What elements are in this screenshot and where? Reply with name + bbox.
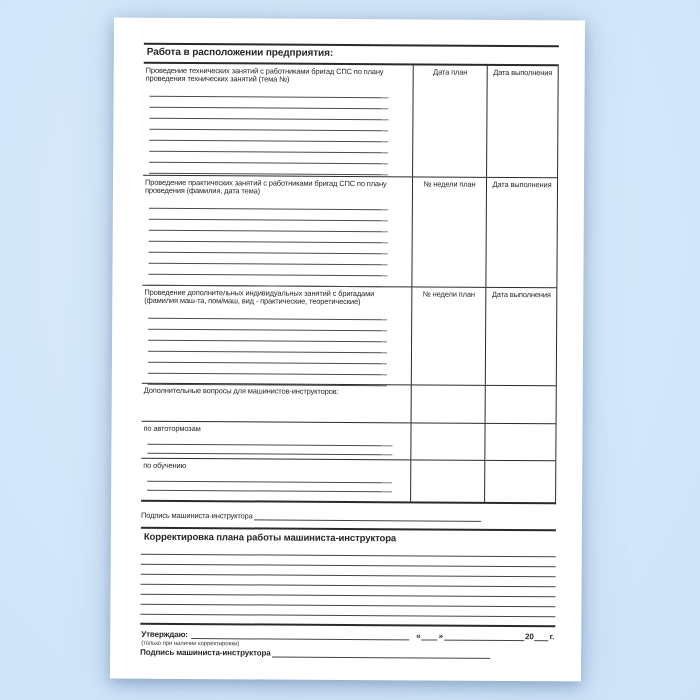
table-row-practical-lessons [142, 175, 557, 288]
page-content [110, 18, 585, 660]
done-column-header: Дата выполнения [493, 67, 553, 78]
done-column-header: Дата выполнения [492, 179, 552, 190]
row-label: по автотормозам [143, 423, 201, 433]
table-row-air-brakes [141, 421, 555, 461]
approval-footer [140, 630, 555, 660]
row-label-cell [141, 459, 411, 502]
month-blank-line [444, 633, 524, 641]
year-suffix: г. [549, 632, 555, 642]
footer-signature-row [140, 648, 490, 659]
plan-column-header: Дата план [413, 65, 488, 176]
approve-blank-line [191, 631, 409, 640]
row-label: по обучению [143, 460, 187, 470]
footer-signature-blank-line [272, 650, 491, 659]
year-blank-line [535, 633, 549, 641]
correction-section [140, 527, 556, 618]
table-row-individual-lessons [142, 285, 557, 386]
section-title: Работа в расположении предприятия: [144, 43, 559, 67]
table-row-training [141, 458, 555, 503]
year-prefix: 20 [524, 632, 534, 642]
plan-cell-empty [411, 423, 485, 459]
done-cell-empty [486, 386, 556, 423]
table-row-technical-lessons [143, 64, 558, 178]
row-label: Проведение дополнительных индивидуальных занятий с бригадами (фамилия маш-та, пом/маш, вид - практические, теоретические) [144, 287, 375, 306]
plan-column-header: № недели план [412, 287, 487, 384]
approve-row [140, 630, 555, 642]
instructor-signature-label: Подпись машиниста-инструктора [140, 510, 253, 521]
write-in-lines [147, 435, 410, 455]
plan-cell-empty [412, 385, 486, 422]
plan-cell-empty [411, 460, 485, 501]
row-label-cell [142, 176, 413, 287]
document-page [110, 18, 585, 682]
approve-label: Утверждаю: [141, 629, 188, 640]
day-blank-line [422, 632, 438, 640]
date-quote-close: » [438, 631, 444, 641]
signature-blank-line [254, 512, 481, 521]
correction-write-in-lines [140, 545, 555, 618]
instructor-signature-row [141, 511, 481, 522]
row-label-cell [142, 384, 412, 423]
write-in-lines [148, 197, 412, 287]
work-plan-table [141, 64, 559, 505]
plan-column-header: № недели план [412, 177, 487, 286]
row-label-cell [141, 422, 411, 460]
correction-title: Корректировка плана работы машиниста-инструктора [143, 531, 397, 545]
row-label: Дополнительные вопросы для машинистов-инструкторов: [143, 385, 339, 396]
footer-divider [140, 623, 555, 628]
write-in-lines [147, 472, 410, 492]
table-row-additional-questions [142, 383, 556, 424]
done-cell-empty [485, 461, 555, 502]
write-in-lines [148, 307, 411, 386]
done-column-header: Дата выполнения [491, 289, 551, 300]
row-label: Проведение практических занятий с работниками бригад СПС по плану проведения (фамилия, дата тема) [144, 177, 387, 195]
date-quote-open: « [416, 631, 421, 641]
footer-signature-label: Подпись машиниста-инструктора [140, 647, 271, 658]
row-label-cell [143, 64, 414, 177]
row-label: Проведение технических занятий с работниками бригад СПС по плану проведения технических занятий (тема №) [145, 65, 384, 84]
correction-note: (только при наличии корректировки) [141, 640, 240, 648]
row-label-cell [142, 286, 413, 385]
done-cell-empty [485, 424, 555, 460]
write-in-lines [149, 85, 413, 175]
